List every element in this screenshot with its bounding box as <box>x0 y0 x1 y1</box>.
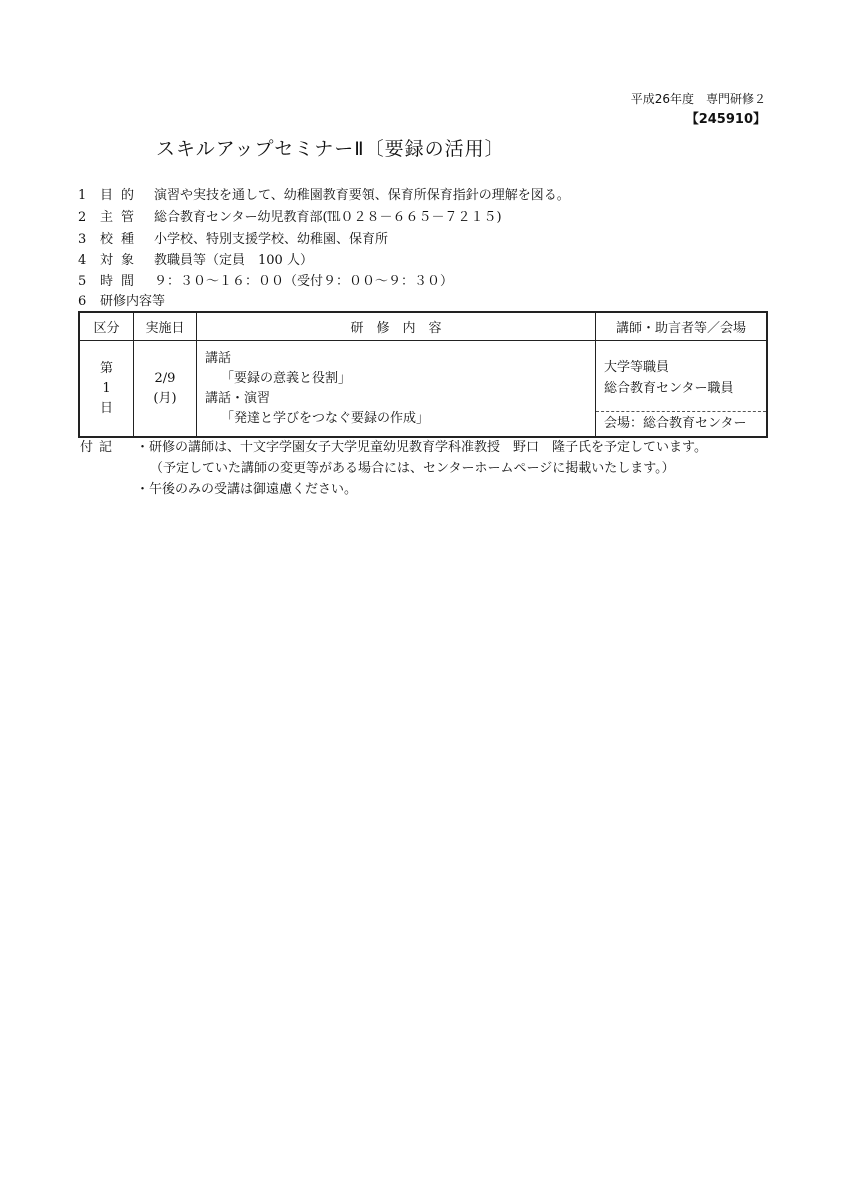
lecturer-list <box>596 341 766 411</box>
info-text: 演習や実技を通して、幼稚園教育要領、保育所保育指針の理解を図る。 <box>154 188 570 203</box>
info-number: 5 <box>78 274 87 289</box>
info-label: 対象 <box>100 253 143 268</box>
lecturer-item: 大学等職員 <box>604 360 670 375</box>
info-text: 研修内容等 <box>100 294 166 309</box>
info-row-school-type <box>78 230 388 250</box>
info-label: 目的 <box>100 188 143 203</box>
weekday-text: (月) <box>153 390 177 406</box>
session-title: 「要録の意義と役割」 <box>221 370 352 386</box>
header-kubun: 区分 <box>79 312 134 341</box>
cell-content <box>197 341 596 438</box>
cell-kubun <box>79 341 134 438</box>
info-text: 小学校、特別支援学校、幼稚園、保育所 <box>154 232 389 247</box>
course-code: 【245910】 <box>685 112 766 127</box>
date-text: 2/9 <box>154 370 176 386</box>
info-number: 3 <box>78 232 87 247</box>
kubun-text: 第 <box>99 360 113 376</box>
table-row <box>79 341 767 438</box>
info-row-purpose <box>78 186 570 206</box>
header-lecturer: 講師・助言者等／会場 <box>596 312 768 341</box>
kubun-text: 日 <box>99 400 113 416</box>
header-date: 実施日 <box>134 312 197 341</box>
table-header-row <box>79 312 767 341</box>
info-number: 1 <box>78 188 87 203</box>
cell-lecturer <box>596 341 768 438</box>
schedule-table <box>78 311 768 438</box>
info-label: 校種 <box>100 232 143 247</box>
header-content: 研 修 内 容 <box>197 312 596 341</box>
info-text: 総合教育センター幼児教育部(℡０２８－６６５－７２１５) <box>154 210 502 225</box>
fiscal-year-course: 平成26年度 専門研修２ <box>630 92 766 106</box>
info-row-target <box>78 251 313 271</box>
info-label: 主管 <box>100 210 143 225</box>
session-type: 講話 <box>205 350 232 366</box>
session-title: 「発達と学びをつなぐ要録の作成」 <box>221 410 430 426</box>
info-row-content <box>78 292 165 312</box>
info-number: 2 <box>78 210 87 225</box>
info-text: 教職員等（定員 100 人） <box>154 253 313 268</box>
info-label: 時間 <box>100 274 143 289</box>
info-number: 4 <box>78 253 87 268</box>
page-title: スキルアップセミナーⅡ〔要録の活用〕 <box>156 138 505 160</box>
note-item: ・研修の講師は、十文字学園女子大学児童幼児教育学科准教授 野口 隆子氏を予定しています。 <box>136 440 707 455</box>
notes-label: 付記 <box>80 440 119 455</box>
note-item: ・午後のみの受講は御遠慮ください。 <box>136 482 358 497</box>
lecturer-item: 総合教育センター職員 <box>604 381 734 396</box>
info-row-time <box>78 272 453 292</box>
info-number: 6 <box>78 294 87 309</box>
venue: 会場：総合教育センター <box>596 411 766 436</box>
note-item: （予定していた講師の変更等がある場合には、センターホームページに掲載いたします。） <box>150 461 675 476</box>
info-row-organizer <box>78 208 502 228</box>
info-text: ９：３０～１６：００（受付９：００～９：３０） <box>154 274 454 289</box>
kubun-text: 1 <box>102 380 111 396</box>
session-type: 講話・演習 <box>205 390 271 406</box>
cell-date <box>134 341 197 438</box>
